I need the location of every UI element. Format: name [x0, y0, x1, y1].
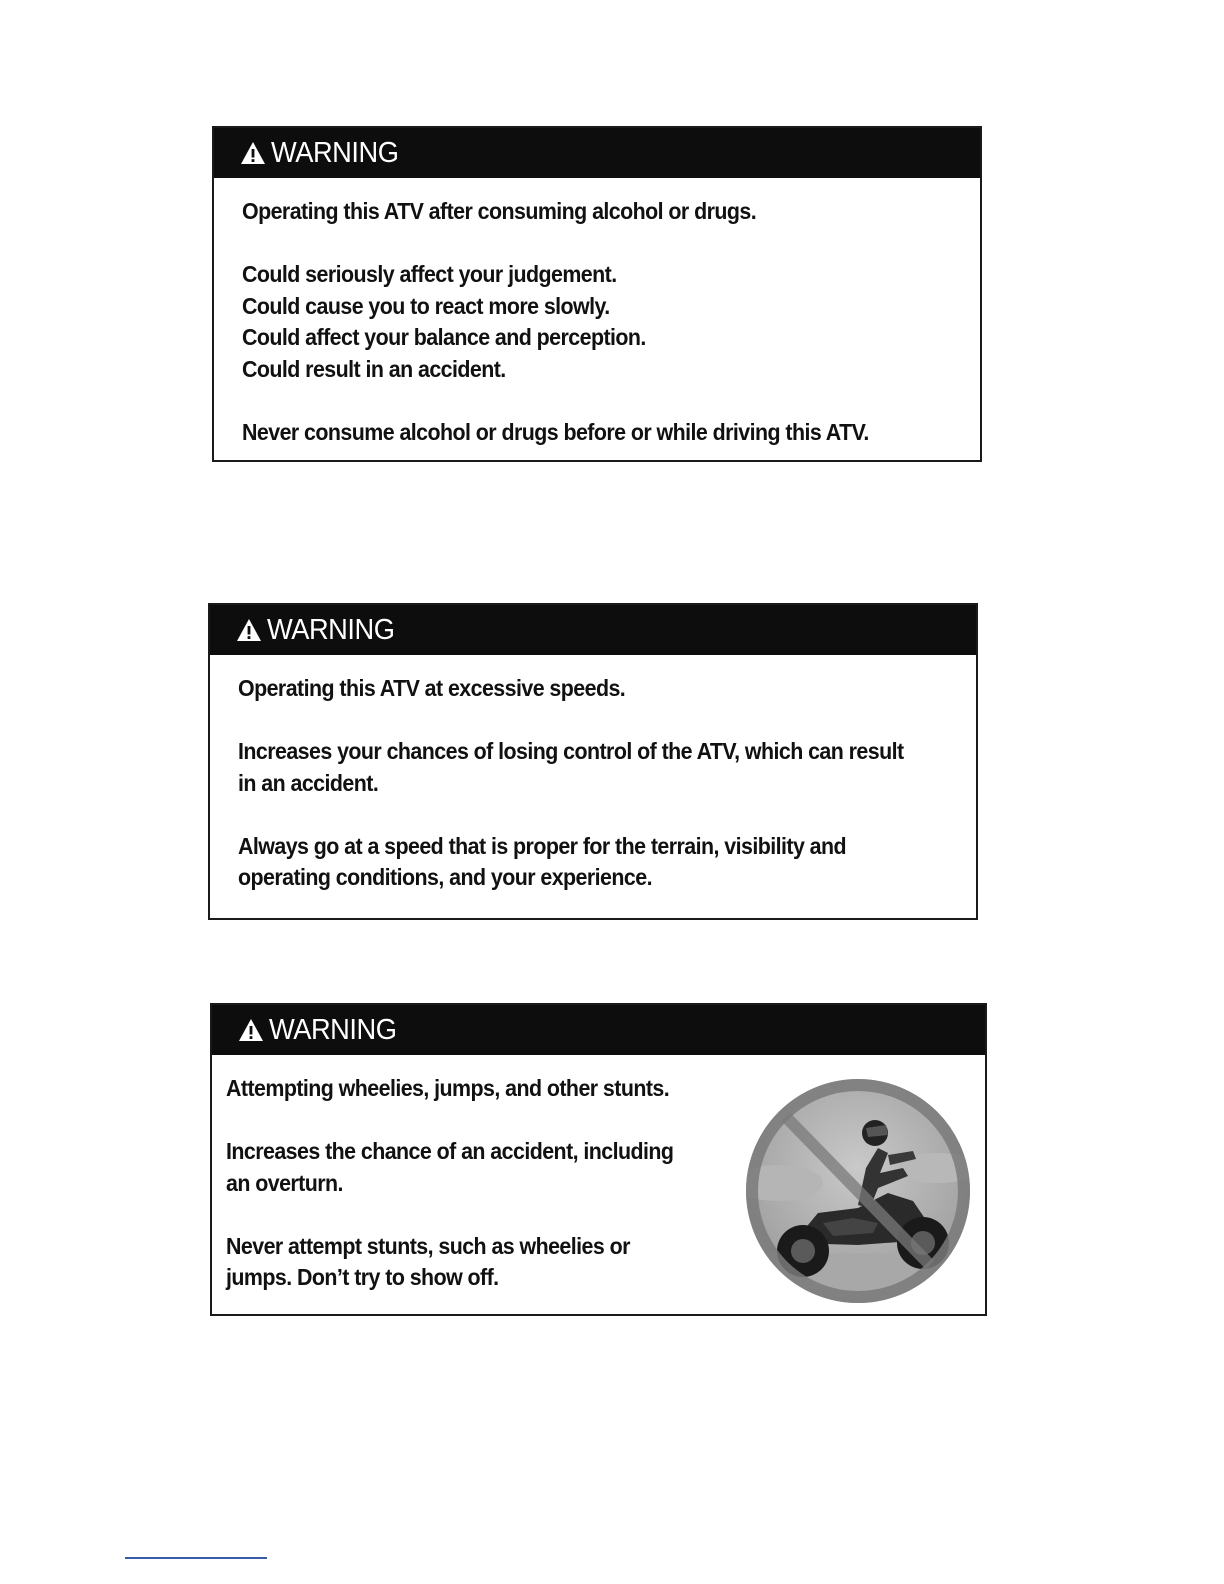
- hazard-statement: Operating this ATV after consuming alcohol or drugs.: [242, 198, 757, 224]
- warning-triangle-icon: [236, 618, 262, 642]
- consequence-statement: Increases the chance of an accident, including an overturn.: [226, 1138, 674, 1196]
- no-atv-stunts-icon: [738, 1073, 978, 1309]
- avoidance-instruction: Never attempt stunts, such as wheelies or jumps. Don’t try to show off.: [226, 1232, 630, 1290]
- warning-title: WARNING: [271, 136, 399, 169]
- warning-triangle-icon: [238, 1018, 264, 1042]
- warning-title: WARNING: [267, 613, 395, 646]
- warning-title: WARNING: [269, 1013, 397, 1046]
- hazard-statement: Attempting wheelies, jumps, and other stunts.: [226, 1075, 670, 1101]
- warning-body: [214, 178, 980, 448]
- warning-box-speed: [208, 603, 978, 920]
- warning-triangle-icon: [240, 141, 266, 165]
- warning-header: [212, 1005, 985, 1055]
- warning-box-stunts: [210, 1003, 987, 1316]
- consequence-statement: Increases your chances of losing control of the ATV, which can result in an accident.: [238, 738, 904, 796]
- hazard-statement: Operating this ATV at excessive speeds.: [238, 675, 626, 701]
- avoidance-instruction: Always go at a speed that is proper for the terrain, visibility and operating conditions, and your experience.: [238, 832, 847, 890]
- warning-box-alcohol: [212, 126, 982, 462]
- consequence-list: Could seriously affect your judgement. Could cause you to react more slowly. Could affect your balance and perception. Could result in an accident.: [242, 261, 646, 382]
- warning-body: [210, 655, 976, 894]
- warning-header: [214, 128, 980, 178]
- avoidance-instruction: Never consume alcohol or drugs before or while driving this ATV.: [242, 418, 869, 445]
- warning-header: [210, 605, 976, 655]
- footer-rule: [125, 1557, 267, 1559]
